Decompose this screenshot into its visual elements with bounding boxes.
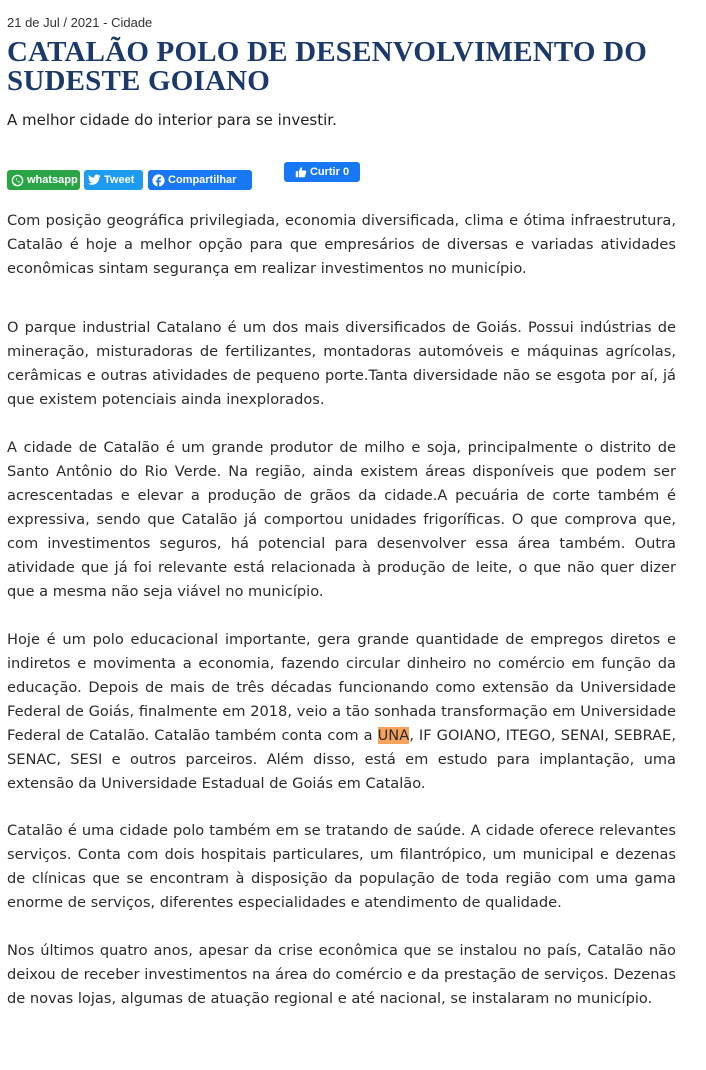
article-paragraph-5: Catalão é uma cidade polo também em se tratando de saúde. A cidade oferece relevantes serviços. Conta com dois hospitais particulares, um filantrópico, um municipal e dezenas de clínicas que se encontram à disposição da população de toda região com uma gama enorme de serviços, diferentes especialidades e atendimento de qualidade. xyxy=(7,822,676,911)
article-category[interactable]: Cidade xyxy=(111,15,153,30)
paragraph-4-text-after: , IF GOIANO, ITEGO, SENAI, SEBRAE, SENAC, SESI e outros parceiros. Além disso, está em estudo para implantação, uma extensão da Universidade Estadual de Goiás em Catalão. xyxy=(7,727,676,792)
tweet-label: Tweet xyxy=(104,174,135,186)
article-date: 21 de Jul / 2021 xyxy=(7,15,100,30)
whatsapp-icon xyxy=(11,174,24,187)
like-label: Curtir 0 xyxy=(309,166,350,178)
whatsapp-label: whatsapp xyxy=(27,174,78,186)
article-paragraph-2: O parque industrial Catalano é um dos mais diversificados de Goiás. Possui indústrias de mineração, misturadoras de fertilizantes, montadoras automóveis e máquinas agrícolas, cerâmicas e outras atividades de pequeno porte.Tanta diversidade não se esgota por aí, já que existem potenciais ainda inexplorados. xyxy=(7,319,676,408)
article-paragraph-6: Nos últimos quatro anos, apesar da crise econômica que se instalou no país, Catalão não deixou de receber investimentos na área do comércio e da prestação de serviços. Dezenas de novas lojas, algumas de atuação regional e até nacional, se instalaram no município. xyxy=(7,942,676,1007)
paragraph-4-text-before: Hoje é um polo educacional importante, gera grande quantidade de empregos diretos e indiretos e movimenta a economia, fazendo circular dinheiro no comércio em função da educação. Depois de mais de três décadas funcionando como extensão da Universidade Federal de Goiás, finalmente em 2018, veio a tão sonhada transformação em Universidade Federal de Catalão. Catalão também conta com a xyxy=(7,631,676,744)
facebook-share-button[interactable] xyxy=(148,170,252,190)
highlighted-term: UNA xyxy=(377,727,410,744)
share-label: Compartilhar xyxy=(168,174,237,186)
like-button[interactable] xyxy=(284,162,360,182)
article-subtitle: A melhor cidade do interior para se investir. xyxy=(7,111,337,129)
article-title: CATALÃO POLO DE DESENVOLVIMENTO DO SUDESTE GOIANO xyxy=(7,36,648,97)
thumbs-up-icon xyxy=(295,166,307,178)
twitter-bird-icon xyxy=(88,174,101,186)
facebook-icon xyxy=(152,174,165,187)
article-paragraph-4 xyxy=(7,628,676,796)
meta-separator: - xyxy=(99,15,112,30)
article-paragraph-3: A cidade de Catalão é um grande produtor de milho e soja, principalmente o distrito de Santo Antônio do Rio Verde. Na região, ainda existem áreas disponíveis que podem ser acrescentadas e elevar a produção de grãos da cidade.A pecuária de corte também é expressiva, sendo que Catalão já comportou unidades frigoríficas. O que comprova que, com investimentos seguros, há potencial para desenvolver essa área também. Outra atividade que já foi relevante está relacionada à produção de leite, o que não quer dizer que a mesma não seja viável no município. xyxy=(7,439,676,600)
article-meta xyxy=(7,15,152,30)
whatsapp-share-button[interactable] xyxy=(7,170,80,190)
tweet-button[interactable] xyxy=(84,170,143,190)
article-paragraph-1: Com posição geográfica privilegiada, economia diversificada, clima e ótima infraestrutura, Catalão é hoje a melhor opção para que empresários de diversas e variadas atividades econômicas sintam segurança em realizar investimentos no município. xyxy=(7,212,676,277)
